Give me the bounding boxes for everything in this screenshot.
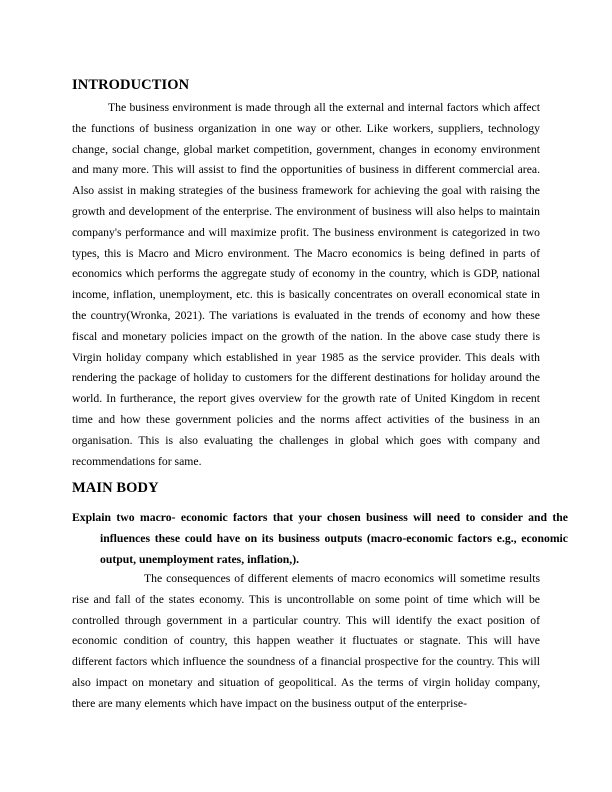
introduction-heading: INTRODUCTION	[72, 77, 190, 93]
main-body-heading: MAIN BODY	[72, 480, 159, 496]
main-body-paragraph: The consequences of different elements of macro economics will sometime results rise and fall of the states economy. This is uncontrollable on some point of time which will be controlled through government in a particular country. This will identify the exact position of economic condition of country, this happen weather it fluctuates or stagnate. This will have different factors which influence the soundness of a financial prospective for the country. This will also impact on monetary and situation of geopolitical. As the terms of virgin holiday company, there are many elements which have impact on the business output of the enterprise-	[72, 572, 540, 710]
introduction-paragraph: The business environment is made through all the external and internal factors which affect the functions of business organization in one way or other. Like workers, suppliers, technology change, social change, global market competition, government, changes in economy environment and many more. This will assist to find the opportunities of business in different commercial area. Also assist in making strategies of the business framework for achieving the goal with raising the growth and development of the enterprise. The environment of business will also helps to maintain company's performance and will maximize profit. The business environment is categorized in two types, this is Macro and Micro environment. The Macro economics is being defined in parts of economics which performs the aggregate study of economy in the country, which is GDP, national income, inflation, unemployment, etc. this is basically concentrates on overall economical state in the country(Wronka, 2021). The variations is evaluated in the trends of economy and how these fiscal and monetary policies impact on the growth of the nation. In the above case study there is Virgin holiday company which established in year 1985 as the service provider. This deals with rendering the package of holiday to customers for the different destinations for holiday around the world. In furtherance, the report gives overview for the growth rate of United Kingdom in recent time and how these government policies and the norms affect activities of the business in an organisation. This is also evaluating the challenges in global which goes with company and recommendations for same.	[72, 101, 540, 468]
question-text: Explain two macro- economic factors that your chosen business will need to consider and the influences these could have on its business outputs (macro-economic factors e.g., economic output, unemployment rates, inflation,).	[72, 511, 568, 566]
